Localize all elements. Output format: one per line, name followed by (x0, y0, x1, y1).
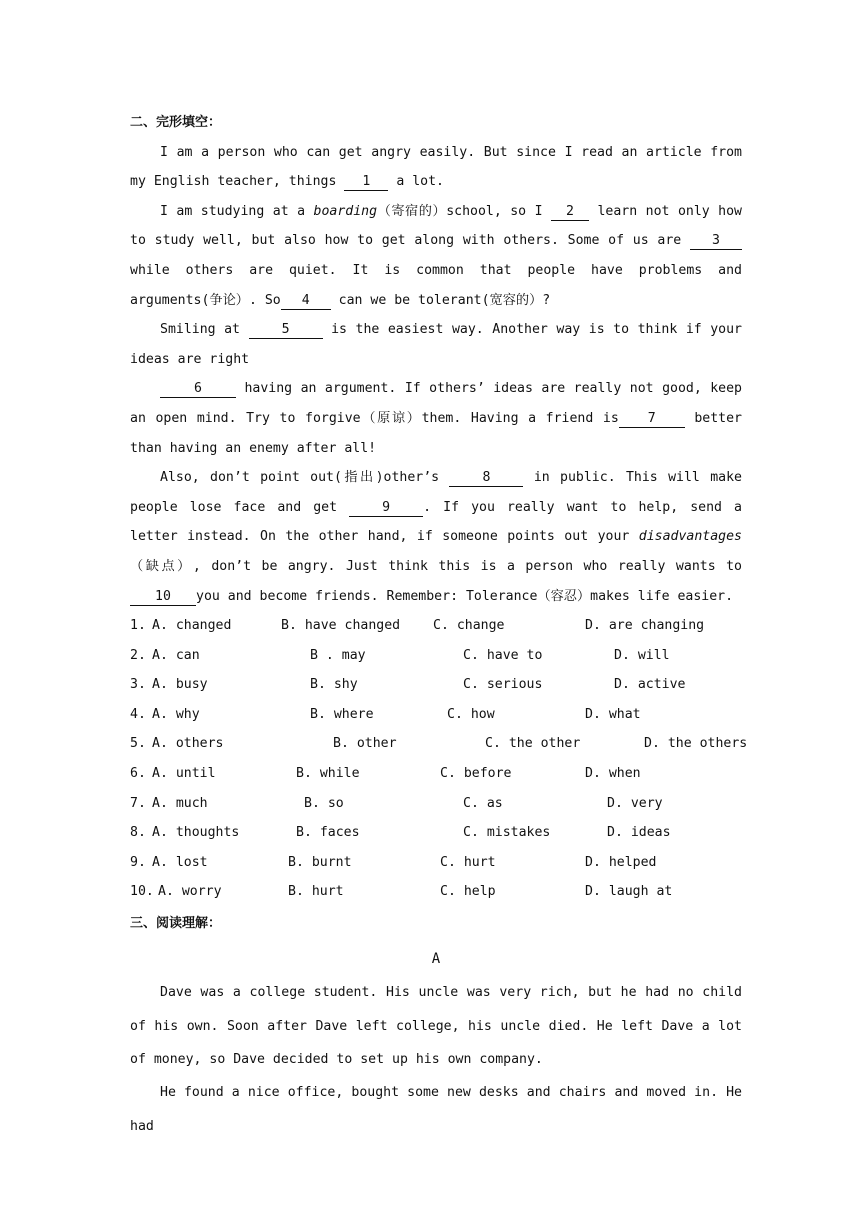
text: learn not only how to study well, but also how to get along with others. Some of us are (130, 203, 742, 249)
option-d: D. when (585, 766, 641, 782)
option-a: A. worry (158, 884, 222, 900)
text: is the easiest way. Another way is to think if your ideas are right (130, 322, 743, 367)
reading-paragraph-1: Dave was a college student. His uncle was very rich, but he had no child of his own. Soon after Dave left college, his uncle died. He left Dave a lot of money, so Dave decided to set up his own company. (130, 985, 742, 1068)
option-b: B. where (310, 706, 374, 722)
cloze-options-list (130, 611, 748, 907)
option-row (130, 789, 742, 819)
option-b: B . may (310, 647, 366, 663)
cloze-paragraph-5 (130, 463, 742, 611)
text: . If you really want to help, send a letter instead. On the other hand, if someone points out your (130, 499, 742, 545)
option-row (130, 700, 742, 730)
blank-9: 9 (349, 500, 423, 517)
blank-5: 5 (249, 322, 323, 339)
text: Also, don’t point out(指出)other’s (160, 470, 450, 486)
cloze-paragraph-1 (130, 138, 742, 197)
option-a: A. busy (152, 677, 208, 693)
text: having an argument. If others’ ideas are really not good, keep an open mind. Try to forgive（原谅）them. Having a friend is (130, 381, 742, 426)
text: better than having an enemy after all! (130, 410, 742, 456)
document-page (130, 108, 748, 1143)
option-a: A. lost (152, 854, 208, 870)
text: （寄宿的）school, so I (377, 203, 552, 219)
italic-word: disadvantages (638, 529, 742, 545)
italic-word: boarding (313, 203, 378, 219)
option-d: D. ideas (607, 825, 671, 841)
blank-10: 10 (130, 589, 196, 606)
option-a: A. can (152, 647, 200, 663)
section-heading-reading: 三、阅读理解： (130, 916, 222, 932)
option-b: B. hurt (288, 884, 344, 900)
option-row (130, 848, 742, 878)
option-d: D. laugh at (585, 884, 673, 900)
option-b: B. shy (310, 677, 358, 693)
option-row (130, 818, 742, 848)
text: can we be tolerant(宽容的）? (330, 292, 551, 308)
option-a: A. why (152, 706, 200, 722)
option-d: D. helped (585, 854, 657, 870)
option-d: D. are changing (585, 618, 705, 634)
option-b: B. faces (296, 825, 360, 841)
option-c: C. hurt (440, 854, 496, 870)
option-number: 3. (130, 677, 146, 693)
option-a: A. until (152, 766, 216, 782)
blank-2: 2 (551, 204, 589, 221)
cloze-paragraph-3 (130, 315, 742, 374)
text: （缺点）, don’t be angry. Just think this is a person who really wants to (130, 558, 742, 574)
passage-label: A (431, 950, 441, 967)
option-number: 5. (130, 736, 146, 752)
option-d: D. very (607, 795, 663, 811)
option-b: B. burnt (288, 854, 352, 870)
option-b: B. so (304, 795, 344, 811)
option-number: 1. (130, 618, 146, 634)
blank-7: 7 (619, 411, 685, 428)
option-row (130, 641, 742, 671)
option-c: C. the other (485, 736, 581, 752)
option-c: C. as (463, 795, 503, 811)
blank-4: 4 (281, 293, 331, 310)
option-a: A. much (152, 795, 208, 811)
option-number: 6. (130, 766, 146, 782)
option-number: 4. (130, 706, 146, 722)
option-number: 2. (130, 647, 146, 663)
option-c: C. before (440, 766, 512, 782)
option-row (130, 729, 748, 759)
option-c: C. have to (463, 647, 543, 663)
option-b: B. while (296, 766, 360, 782)
option-d: D. what (585, 706, 641, 722)
option-row (130, 877, 742, 907)
text: I am studying at a (160, 203, 314, 219)
blank-6: 6 (160, 381, 236, 398)
cloze-paragraph-4 (130, 374, 742, 463)
blank-1: 1 (344, 174, 388, 191)
option-row (130, 611, 742, 641)
text: while others are quiet. It is common that people have problems and arguments(争论）. So (130, 262, 742, 308)
reading-paragraph-2: He found a nice office, bought some new desks and chairs and moved in. He had (130, 1085, 742, 1134)
option-number: 8. (130, 825, 146, 841)
option-b: B. have changed (281, 618, 401, 634)
option-number: 7. (130, 795, 146, 811)
option-a: A. thoughts (152, 825, 240, 841)
option-number: 10. (130, 884, 154, 900)
option-a: A. others (152, 736, 224, 752)
option-d: D. will (614, 647, 670, 663)
option-c: C. change (433, 618, 505, 634)
text: Smiling at (160, 322, 249, 338)
option-c: C. how (447, 706, 495, 722)
text: in public. This will make people lose face and get (130, 470, 742, 515)
option-b: B. other (333, 736, 397, 752)
option-c: C. mistakes (463, 825, 551, 841)
option-row (130, 759, 742, 789)
text: you and become friends. Remember: Tolerance（容忍）makes life easier. (196, 588, 734, 604)
text: a lot. (388, 174, 444, 190)
option-c: C. serious (463, 677, 543, 693)
option-d: D. the others (644, 736, 748, 752)
blank-8: 8 (449, 470, 523, 487)
option-c: C. help (440, 884, 496, 900)
section-heading-cloze: 二、完形填空： (130, 115, 222, 130)
option-row (130, 670, 742, 700)
option-d: D. active (614, 677, 686, 693)
text: I am a person who can get angry easily. But since I read an article from my English teacher, things (130, 144, 742, 190)
cloze-paragraph-2 (130, 197, 742, 315)
option-a: A. changed (152, 618, 232, 634)
option-number: 9. (130, 854, 146, 870)
blank-3: 3 (690, 233, 742, 250)
